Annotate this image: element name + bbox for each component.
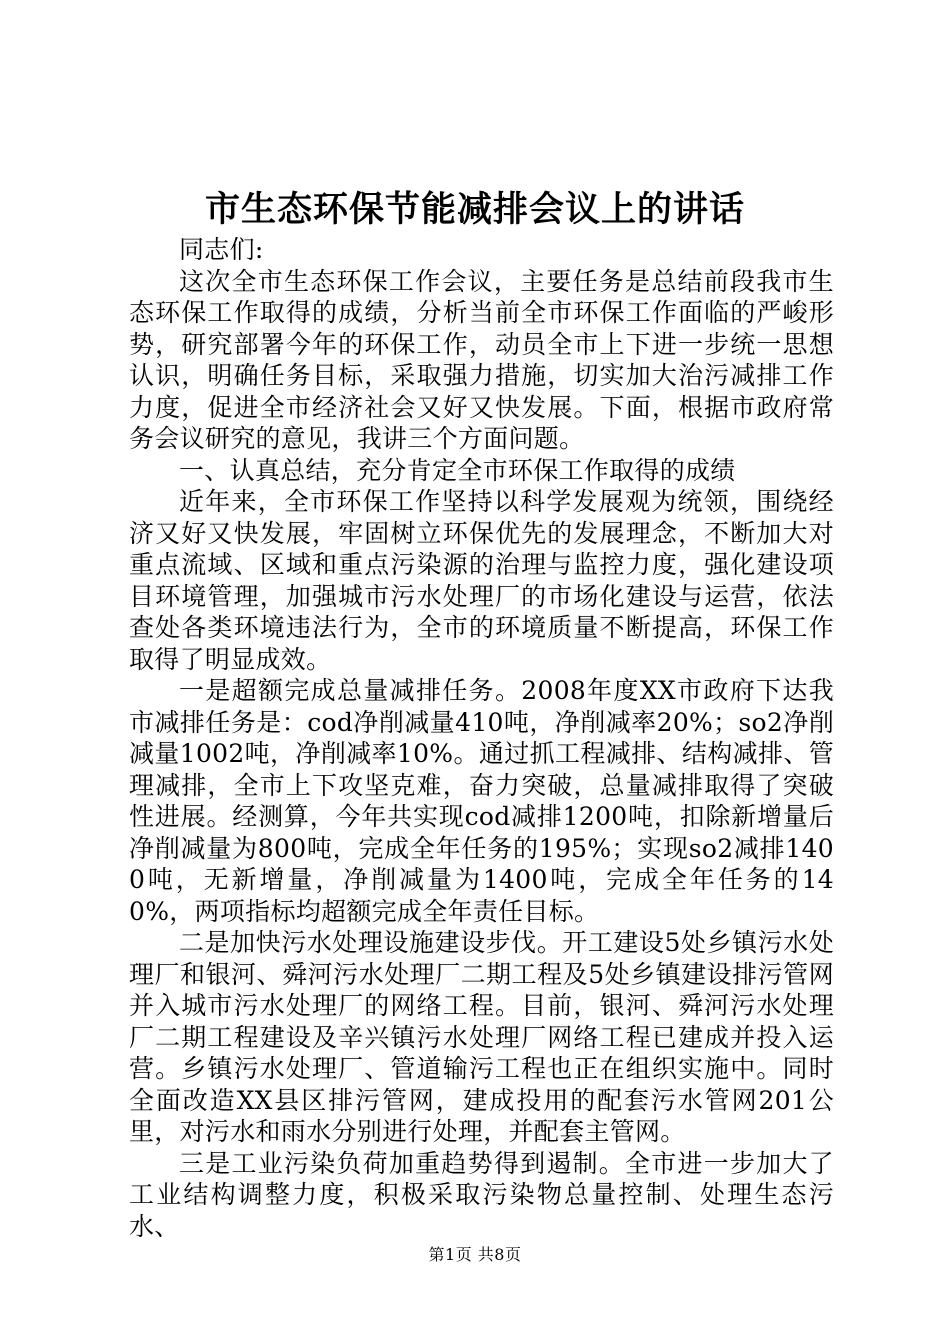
paragraph-salutation: 同志们: bbox=[179, 235, 264, 264]
paragraph-point-2: 二是加快污水处理设施建设步伐。开工建设5处乡镇污水处理厂和银河、舜河污水处理厂二期工程及5处乡镇建设排污管网并入城市污水处理厂的网络工程。目前，银河、舜河污水处理厂二期工程建设及辛兴镇污水处理厂网络工程已建成并投入运营。乡镇污水处理厂、管道输污工程也正在组织实施中。同时全面改造XX县区排污管网，建成投用的配套污水管网201公里，对污水和雨水分别进行处理，并配套主管网。 bbox=[129, 928, 834, 1146]
paragraph-point-1: 一是超额完成总量减排任务。2008年度XX市政府下达我市减排任务是：cod净削减量410吨，净削减率20%；so2净削减量1002吨，净削减率10%。通过抓工程减排、结构减排、管理减排，全市上下攻坚克难，奋力突破，总量减排取得了突破性进展。经测算，今年共实现cod减排1200吨，扣除新增量后净削减量为800吨，完成全年任务的195%；实现so2减排1400吨，无新增量，净削减量为1400吨，完成全年任务的140%，两项指标均超额完成全年责任目标。 bbox=[129, 676, 834, 926]
paragraph-intro: 这次全市生态环保工作会议，主要任务是总结前段我市生态环保工作取得的成绩，分析当前全市环保工作面临的严峻形势，研究部署今年的环保工作，动员全市上下进一步统一思想认识，明确任务目标，采取强力措施，切实加大治污减排工作力度，促进全市经济社会又好又快发展。下面，根据市政府常务会议研究的意见，我讲三个方面问题。 bbox=[129, 266, 834, 453]
paragraph-point-3: 三是工业污染负荷加重趋势得到遏制。全市进一步加大了工业结构调整力度，积极采取污染物总量控制、处理生态污水、 bbox=[129, 1148, 834, 1241]
page-footer: 第1页 共8页 bbox=[428, 1245, 522, 1264]
section-heading-1: 一、认真总结，充分肯定全市环保工作取得的成绩 bbox=[179, 455, 736, 485]
paragraph-overview: 近年来，全市环保工作坚持以科学发展观为统领，围绕经济又好又快发展，牢固树立环保优先的发展理念，不断加大对重点流域、区域和重点污染源的治理与监控力度，强化建设项目环境管理，加强城市污水处理厂的市场化建设与运营，依法查处各类环境违法行为，全市的环境质量不断提高，环保工作取得了明显成效。 bbox=[129, 487, 834, 674]
document-title: 市生态环保节能减排会议上的讲话 bbox=[204, 189, 745, 230]
document-body bbox=[129, 234, 834, 1242]
